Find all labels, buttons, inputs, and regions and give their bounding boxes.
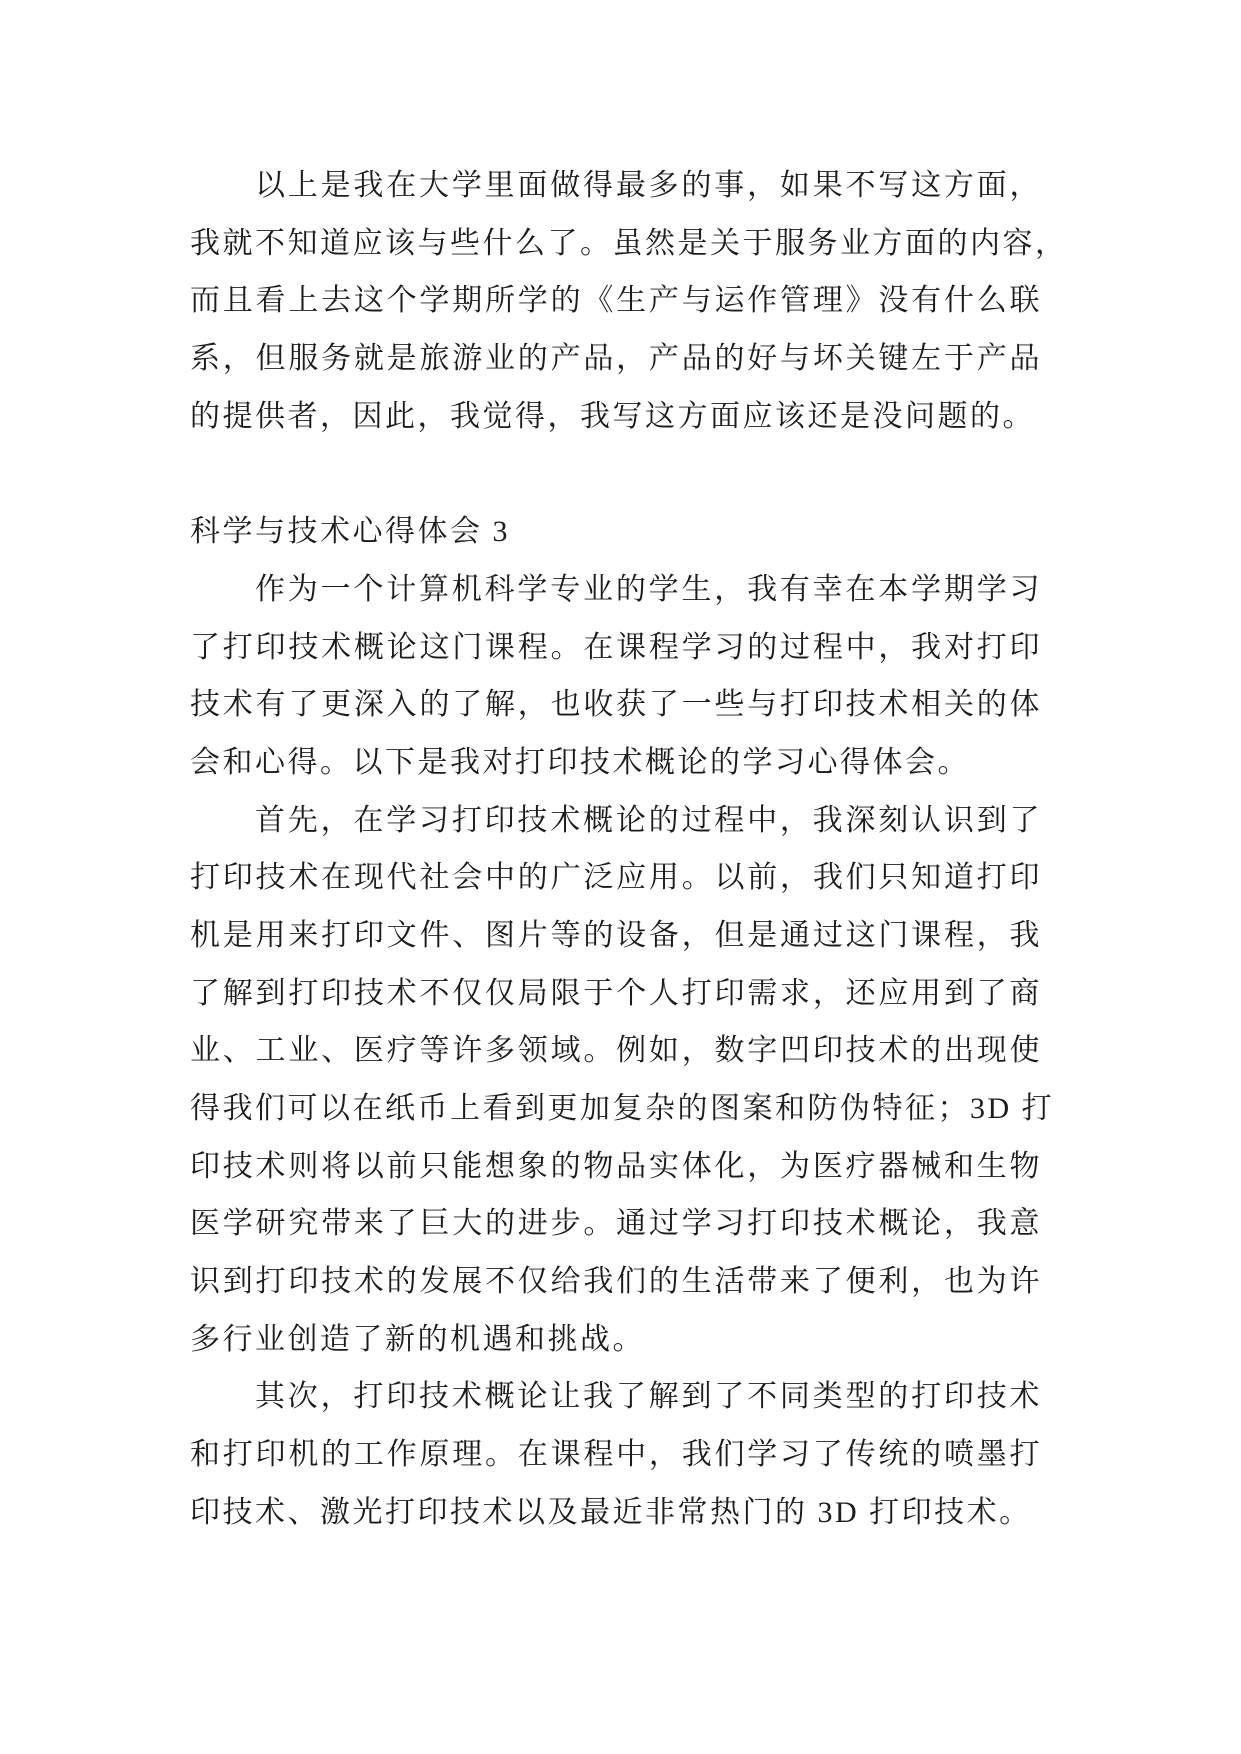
blank-line — [190, 445, 1042, 503]
document-body — [190, 157, 1068, 1542]
paragraph-line: 的提供者，因此，我觉得，我写这方面应该还是没问题的。 — [190, 399, 1035, 433]
paragraph-line: 技术有了更深入的了解，也收获了一些与打印技术相关的体 — [190, 688, 1042, 722]
paragraph-line: 识到打印技术的发展不仅给我们的生活带来了便利，也为许 — [190, 1265, 1042, 1299]
paragraph — [190, 792, 1055, 1369]
paragraph-line: 印技术则将以前只能想象的物品实体化，为医疗器械和生物 — [190, 1149, 1042, 1183]
paragraph-line: 医学研究带来了巨大的进步。通过学习打印技术概论，我意 — [190, 1207, 1042, 1241]
paragraph-line: 业、工业、医疗等许多领域。例如，数字凹印技术的出现使 — [190, 1034, 1042, 1068]
paragraph — [190, 1368, 1042, 1541]
paragraph-line: 和打印机的工作原理。在课程中，我们学习了传统的喷墨打 — [190, 1438, 1042, 1472]
paragraph-line: 了打印技术概论这门课程。在课程学习的过程中，我对打印 — [190, 630, 1042, 664]
paragraph-line: 多行业创造了新的机遇和挑战。 — [190, 1322, 645, 1356]
paragraph-line: 其次，打印技术概论让我了解到了不同类型的打印技术 — [255, 1380, 1042, 1414]
paragraph-line: 首先，在学习打印技术概论的过程中，我深刻认识到了 — [255, 803, 1042, 837]
paragraph-line: 了解到打印技术不仅仅局限于个人打印需求，还应用到了商 — [190, 976, 1042, 1010]
paragraph-line: 系，但服务就是旅游业的产品，产品的好与坏关键左于产品 — [190, 342, 1042, 376]
paragraph-line: 会和心得。以下是我对打印技术概论的学习心得体会。 — [190, 745, 970, 779]
paragraph-line: 机是用来打印文件、图片等的设备，但是通过这门课程，我 — [190, 918, 1042, 952]
paragraph — [190, 157, 1068, 445]
paragraph-line: 得我们可以在纸币上看到更加复杂的图案和防伪特征；3D 打 — [190, 1092, 1055, 1125]
paragraph-line: 印技术、激光打印技术以及最近非常热门的 3D 打印技术。 — [190, 1495, 1032, 1529]
paragraph-line: 我就不知道应该与些什么了。虽然是关于服务业方面的内容， — [190, 226, 1068, 260]
paragraph-line: 而且看上去这个学期所学的《生产与运作管理》没有什么联 — [190, 284, 1042, 318]
paragraph-line: 以上是我在大学里面做得最多的事，如果不写这方面， — [255, 169, 1042, 202]
paragraph-line: 作为一个计算机科学专业的学生，我有幸在本学期学习 — [255, 572, 1042, 606]
section-heading: 科学与技术心得体会 3 — [190, 515, 510, 549]
paragraph — [190, 561, 1042, 792]
paragraph-line: 打印技术在现代社会中的广泛应用。以前，我们只知道打印 — [190, 861, 1042, 895]
